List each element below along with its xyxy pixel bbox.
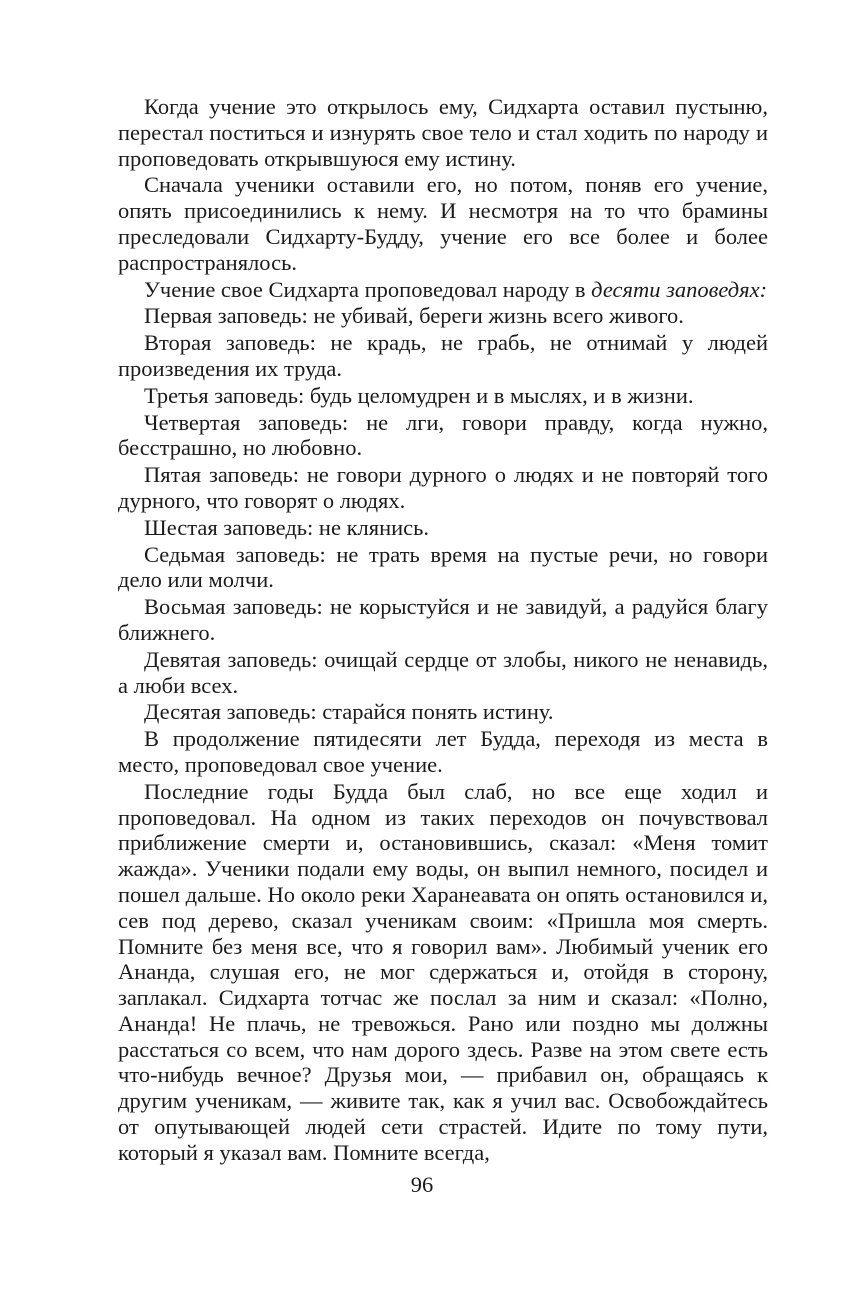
commandments-intro-emphasis: десяти заповедях:: [591, 276, 768, 302]
commandments-intro-text: Учение свое Сидхарта проповедовал народу в: [144, 276, 592, 302]
commandment: Пятая заповедь: не говори дурного о людях и не повторяй того дурного, что говорят о людях.: [118, 462, 768, 513]
paragraph: В продолжение пятидесяти лет Будда, переходя из места в место, проповедовал свое учение.: [118, 726, 768, 777]
page-number: 96: [410, 1172, 434, 1197]
commandment: Десятая заповедь: старайся понять истину.: [144, 699, 554, 725]
paragraph: Последние годы Будда был слаб, но все еще ходил и проповедовал. На одном из таких переходов он почувствовал приближение смерти и, остановившись, сказал: «Меня томит жажда». Ученики подали ему воды, он выпил немного, посидел и пошел дальше. Но около реки Харанеавата он опять остановился и, сев под дерево, сказал ученикам своим: «Пришла моя смерть. Помните без меня все, что я говорил вам». Любимый ученик его Ананда, слушая его, не мог сдержаться и, отойдя в сторону, заплакал. Сидхарта тотчас же послал за ним и сказал: «Полно, Ананда! Не плачь, не тревожься. Рано или поздно мы должны расстаться со всем, что нам дорого здесь. Разве на этом свете есть что-нибудь вечное? Друзья мои, — прибавил он, обращаясь к другим ученикам, — живите так, как я учил вас. Освобождайтесь от опутывающей людей сети страстей. Идите по тому пути, который я указал вам. Помните всегда,: [118, 778, 768, 1165]
commandment: Седьмая заповедь: не трать время на пустые речи, но говори дело или молчи.: [118, 541, 768, 593]
paragraph: Когда учение это открылось ему, Сидхарта оставил пустыню, перестал поститься и изнурять свое тело и стал ходить по народу и проповедовать открывшуюся ему истину.: [118, 94, 768, 171]
page-body: [118, 94, 768, 1166]
commandment: Первая заповедь: не убивай, береги жизнь всего живого.: [144, 303, 684, 329]
commandment: Третья заповедь: будь целомудрен и в мыслях, и в жизни.: [144, 382, 694, 408]
commandment: Девятая заповедь: очищай сердце от злобы, никого не ненавидь, а люби всех.: [118, 646, 768, 698]
commandment: Шестая заповедь: не клянись.: [144, 514, 430, 540]
commandment: Четвертая заповедь: не лги, говори правду, когда нужно, бесстрашно, но любовно.: [118, 409, 768, 461]
commandment: Восьмая заповедь: не корыстуйся и не завидуй, а радуйся благу ближнего.: [118, 594, 768, 645]
commandments-intro: [118, 277, 768, 303]
paragraph: Сначала ученики оставили его, но потом, поняв его учение, опять присоединились к нему. И несмотря на то что брамины преследовали Сидхарту-Будду, учение его все более и более распространялось.: [118, 172, 768, 275]
commandment: Вторая заповедь: не крадь, не грабь, не отнимай у людей произведения их труда.: [118, 330, 768, 381]
